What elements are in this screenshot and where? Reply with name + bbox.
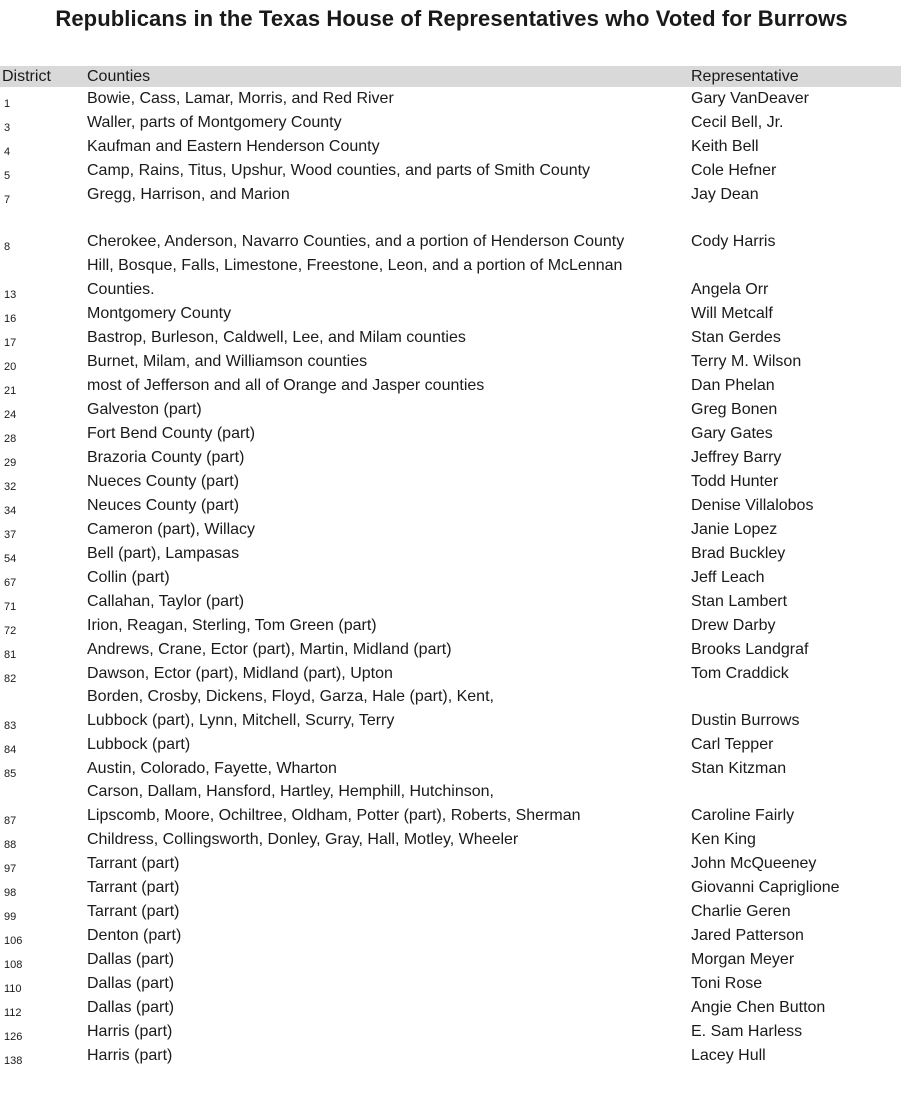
district-cell: 29 bbox=[4, 457, 17, 469]
representative-cell: Jeffrey Barry bbox=[691, 449, 782, 466]
district-cell: 84 bbox=[4, 744, 17, 756]
representative-cell: Morgan Meyer bbox=[691, 951, 795, 968]
representative-cell: Cody Harris bbox=[691, 233, 776, 250]
district-cell: 81 bbox=[4, 649, 17, 661]
counties-cell: Bowie, Cass, Lamar, Morris, and Red River bbox=[87, 90, 394, 107]
district-cell: 8 bbox=[4, 241, 11, 253]
district-cell: 71 bbox=[4, 601, 17, 613]
representative-cell: Tom Craddick bbox=[691, 665, 789, 682]
counties-cell: Austin, Colorado, Fayette, Wharton bbox=[87, 760, 337, 777]
counties-cell: Dallas (part) bbox=[87, 975, 175, 992]
counties-cell: Hill, Bosque, Falls, Limestone, Freestone, Leon, and a portion of McLennan Counties. bbox=[87, 257, 623, 298]
representative-cell: Cole Hefner bbox=[691, 162, 777, 179]
counties-cell: Camp, Rains, Titus, Upshur, Wood counties, and parts of Smith County bbox=[87, 162, 591, 179]
counties-cell: Bell (part), Lampasas bbox=[87, 545, 240, 562]
representative-cell: E. Sam Harless bbox=[691, 1023, 803, 1040]
district-cell: 17 bbox=[4, 337, 17, 349]
representative-cell: Ken King bbox=[691, 831, 756, 848]
representative-cell: Jeff Leach bbox=[691, 569, 765, 586]
counties-cell: Lubbock (part) bbox=[87, 736, 191, 753]
representative-cell: Brooks Landgraf bbox=[691, 641, 809, 658]
counties-cell: Harris (part) bbox=[87, 1023, 173, 1040]
representative-cell: Gary VanDeaver bbox=[691, 90, 809, 107]
district-cell: 37 bbox=[4, 529, 17, 541]
district-cell: 99 bbox=[4, 911, 17, 923]
district-cell: 32 bbox=[4, 481, 17, 493]
district-cell: 13 bbox=[4, 289, 17, 301]
district-cell: 126 bbox=[4, 1031, 23, 1043]
counties-cell: Denton (part) bbox=[87, 927, 182, 944]
counties-cell: Cameron (part), Willacy bbox=[87, 521, 256, 538]
representative-cell: Stan Gerdes bbox=[691, 329, 781, 346]
counties-cell: Irion, Reagan, Sterling, Tom Green (part) bbox=[87, 617, 377, 634]
counties-cell: most of Jefferson and all of Orange and Jasper counties bbox=[87, 377, 485, 394]
representative-cell: Brad Buckley bbox=[691, 545, 786, 562]
district-cell: 7 bbox=[4, 194, 11, 206]
counties-cell: Tarrant (part) bbox=[87, 879, 180, 896]
representative-cell: Jay Dean bbox=[691, 186, 759, 203]
representative-cell: Drew Darby bbox=[691, 617, 776, 634]
representative-cell: Lacey Hull bbox=[691, 1047, 766, 1064]
district-cell: 5 bbox=[4, 170, 11, 182]
counties-cell: Burnet, Milam, and Williamson counties bbox=[87, 353, 368, 370]
representative-cell: Dustin Burrows bbox=[691, 712, 800, 729]
counties-cell: Dallas (part) bbox=[87, 999, 175, 1016]
counties-cell: Kaufman and Eastern Henderson County bbox=[87, 138, 380, 155]
district-cell: 83 bbox=[4, 720, 17, 732]
representative-cell: Giovanni Capriglione bbox=[691, 879, 840, 896]
representative-cell: Will Metcalf bbox=[691, 305, 773, 322]
representative-cell: Cecil Bell, Jr. bbox=[691, 114, 784, 131]
district-cell: 97 bbox=[4, 863, 17, 875]
district-cell: 138 bbox=[4, 1055, 23, 1067]
representative-cell: Todd Hunter bbox=[691, 473, 779, 490]
district-cell: 110 bbox=[4, 983, 22, 995]
representative-cell: Denise Villalobos bbox=[691, 497, 814, 514]
representative-cell: Stan Kitzman bbox=[691, 760, 787, 777]
district-cell: 34 bbox=[4, 505, 17, 517]
counties-cell: Cherokee, Anderson, Navarro Counties, and a portion of Henderson County bbox=[87, 233, 625, 250]
district-cell: 108 bbox=[4, 959, 23, 971]
counties-cell: Nueces County (part) bbox=[87, 473, 240, 490]
representative-cell: Greg Bonen bbox=[691, 401, 778, 418]
district-cell: 88 bbox=[4, 839, 17, 851]
counties-cell: Collin (part) bbox=[87, 569, 170, 586]
representative-cell: Angela Orr bbox=[691, 281, 769, 298]
district-cell: 98 bbox=[4, 887, 17, 899]
counties-cell: Brazoria County (part) bbox=[87, 449, 245, 466]
representative-cell: Gary Gates bbox=[691, 425, 773, 442]
district-cell: 1 bbox=[4, 98, 11, 110]
representative-cell: Keith Bell bbox=[691, 138, 759, 155]
district-cell: 82 bbox=[4, 673, 17, 685]
district-cell: 3 bbox=[4, 122, 11, 134]
representative-cell: Dan Phelan bbox=[691, 377, 775, 394]
district-cell: 24 bbox=[4, 409, 17, 421]
counties-cell: Montgomery County bbox=[87, 305, 232, 322]
representative-cell: Charlie Geren bbox=[691, 903, 791, 920]
page-title: Republicans in the Texas House of Representatives who Voted for Burrows bbox=[55, 6, 848, 31]
representative-cell: John McQueeney bbox=[691, 855, 817, 872]
district-cell: 67 bbox=[4, 577, 17, 589]
counties-cell: Tarrant (part) bbox=[87, 855, 180, 872]
counties-cell: Fort Bend County (part) bbox=[87, 425, 256, 442]
district-cell: 106 bbox=[4, 935, 23, 947]
counties-cell: Gregg, Harrison, and Marion bbox=[87, 186, 290, 203]
counties-cell: Borden, Crosby, Dickens, Floyd, Garza, Hale (part), Kent, Lubbock (part), Lynn, Mitchell, Scurry, Terry bbox=[87, 688, 494, 729]
counties-cell: Dawson, Ector (part), Midland (part), Upton bbox=[87, 665, 393, 682]
counties-cell: Carson, Dallam, Hansford, Hartley, Hemphill, Hutchinson, Lipscomb, Moore, Ochiltree, Oldham, Potter (part), Roberts, Sherman bbox=[87, 783, 581, 824]
district-cell: 72 bbox=[4, 625, 17, 637]
district-cell: 16 bbox=[4, 313, 17, 325]
representative-cell: Jared Patterson bbox=[691, 927, 804, 944]
counties-cell: Callahan, Taylor (part) bbox=[87, 593, 245, 610]
district-cell: 21 bbox=[4, 385, 17, 397]
district-cell: 4 bbox=[4, 146, 11, 158]
counties-cell: Neuces County (part) bbox=[87, 497, 240, 514]
counties-cell: Waller, parts of Montgomery County bbox=[87, 114, 342, 131]
counties-cell: Dallas (part) bbox=[87, 951, 175, 968]
representative-cell: Toni Rose bbox=[691, 975, 763, 992]
district-cell: 85 bbox=[4, 768, 17, 780]
counties-cell: Tarrant (part) bbox=[87, 903, 180, 920]
representative-cell: Terry M. Wilson bbox=[691, 353, 802, 370]
counties-cell: Galveston (part) bbox=[87, 401, 202, 418]
representative-cell: Caroline Fairly bbox=[691, 807, 795, 824]
representative-column-header: Representative bbox=[691, 68, 799, 85]
district-column-header: District bbox=[2, 68, 51, 85]
district-cell: 28 bbox=[4, 433, 17, 445]
district-cell: 54 bbox=[4, 553, 17, 565]
representative-cell: Janie Lopez bbox=[691, 521, 778, 538]
district-cell: 112 bbox=[4, 1007, 22, 1019]
counties-cell: Harris (part) bbox=[87, 1047, 173, 1064]
representative-cell: Angie Chen Button bbox=[691, 999, 826, 1016]
counties-column-header: Counties bbox=[87, 68, 151, 85]
representative-cell: Stan Lambert bbox=[691, 593, 788, 610]
representative-cell: Carl Tepper bbox=[691, 736, 774, 753]
counties-cell: Bastrop, Burleson, Caldwell, Lee, and Milam counties bbox=[87, 329, 466, 346]
counties-cell: Childress, Collingsworth, Donley, Gray, Hall, Motley, Wheeler bbox=[87, 831, 519, 848]
district-cell: 87 bbox=[4, 815, 17, 827]
counties-cell: Andrews, Crane, Ector (part), Martin, Midland (part) bbox=[87, 641, 452, 658]
district-cell: 20 bbox=[4, 361, 17, 373]
